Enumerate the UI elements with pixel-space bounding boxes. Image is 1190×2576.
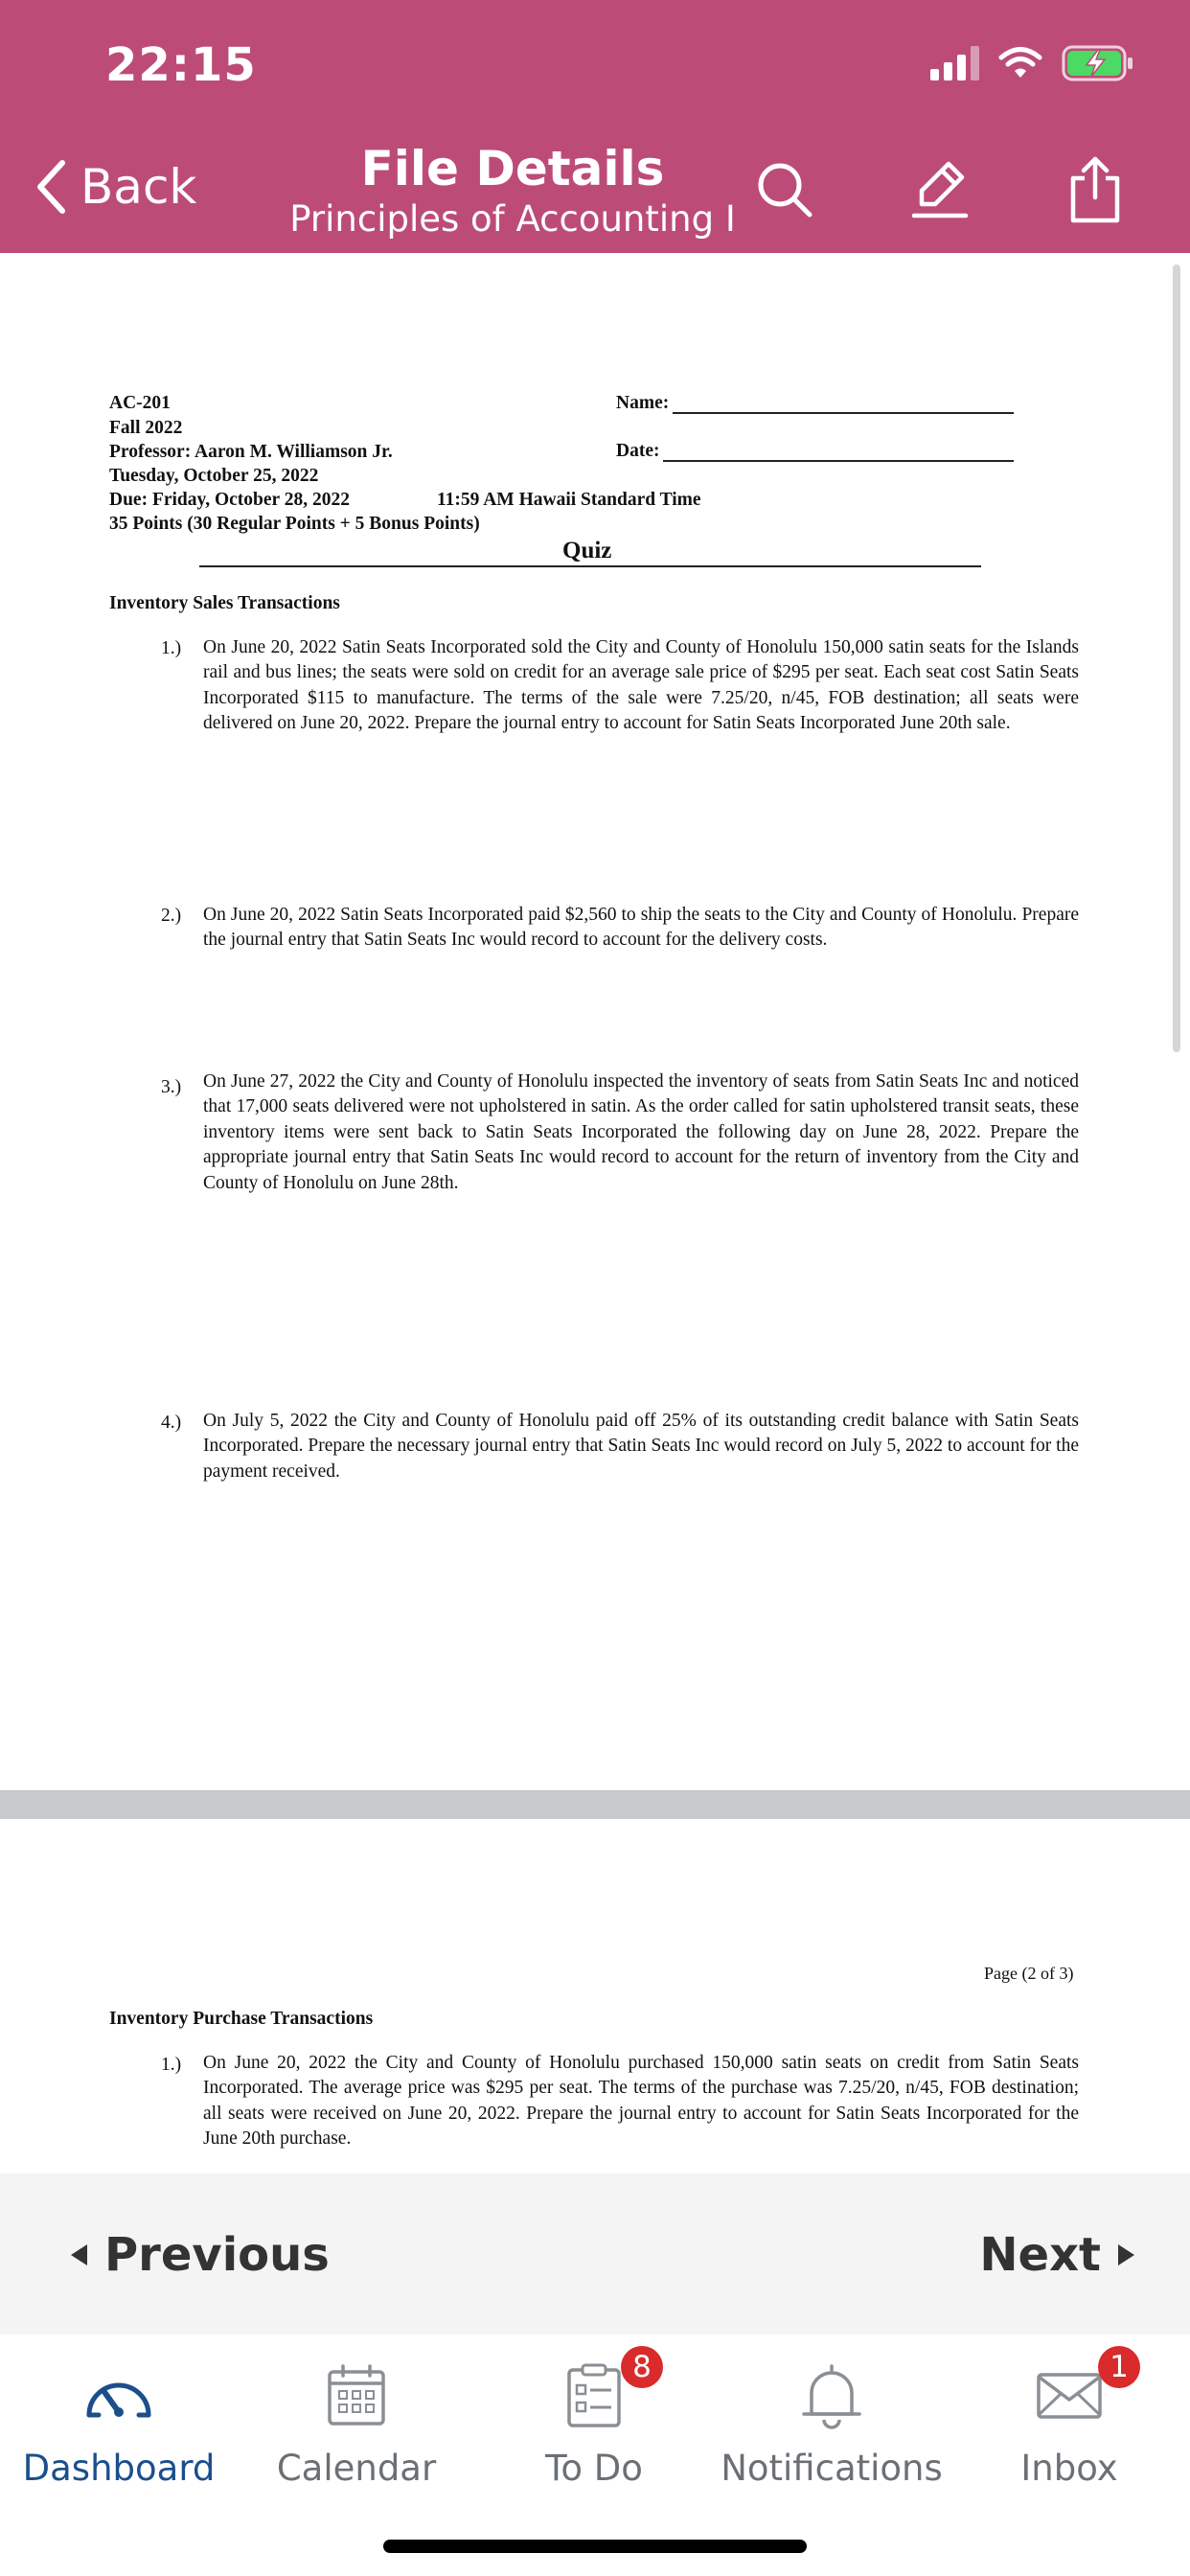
next-button[interactable] [979, 2221, 1134, 2288]
section-title-sales: Inventory Sales Transactions [109, 593, 340, 613]
page-subtitle: Principles of Accounting I [289, 198, 736, 240]
search-button[interactable] [751, 153, 818, 226]
points: 35 Points (30 Regular Points + 5 Bonus Points) [109, 514, 480, 534]
battery-charging-icon [1062, 44, 1134, 82]
question-number: 1.) [161, 638, 182, 658]
header-titles [278, 140, 747, 242]
question-number: 4.) [161, 1413, 182, 1433]
term: Fall 2022 [109, 418, 183, 438]
chevron-left-icon [34, 159, 67, 215]
quiz-date: Tuesday, October 25, 2022 [109, 466, 319, 486]
cellular-signal-icon [930, 46, 979, 80]
course-code: AC-201 [109, 393, 171, 413]
inbox-badge: 1 [1098, 2346, 1140, 2388]
next-label: Next [979, 2228, 1101, 2282]
back-button[interactable] [34, 153, 196, 220]
question-text: On June 20, 2022 the City and County of Honolulu purchased 150,000 satin seats on credit from Satin Seats Incorporated. The average price was $295 per seat. The terms of the purchase was 7.25/20, n/45, FOB destination; all seats were received on June 20, 2022. Prepare the journal entry to account for Satin Seats Incorporated for the June 20th purchase. [203, 2053, 1079, 2150]
due-date: Due: Friday, October 28, 2022 [109, 490, 350, 510]
home-indicator[interactable] [383, 2540, 807, 2553]
tab-label: Notifications [721, 2448, 943, 2489]
todo-badge: 8 [621, 2346, 663, 2388]
document-viewer[interactable] [0, 253, 1190, 2174]
previous-button[interactable] [71, 2221, 330, 2288]
question-number: 2.) [161, 906, 182, 926]
tab-inbox[interactable] [950, 2352, 1188, 2520]
page-title: File Details [360, 141, 665, 196]
tab-dashboard[interactable] [0, 2352, 238, 2520]
calendar-icon [326, 2364, 387, 2427]
dashboard-icon [81, 2369, 156, 2423]
back-label: Back [80, 159, 197, 215]
tab-todo[interactable] [475, 2352, 713, 2520]
name-label: Name: [616, 393, 670, 413]
page-separator [0, 1790, 1190, 1819]
tab-label: Inbox [1020, 2448, 1118, 2489]
question-text: On June 20, 2022 Satin Seats Incorporated sold the City and County of Honolulu 150,000 satin seats for the Islands rail and bus lines; the seats were sold on credit for an average sale price of $295 per seat. Each seat cost Satin Seats Incorporated $115 to manufacture. The terms of the sale were 7.25/20, n/45, FOB destination; all seats were delivered on June 20, 2022. Prepare the journal entry to account for Satin Seats Incorporated June 20th sale. [203, 637, 1079, 734]
quiz-title-rule [199, 565, 981, 567]
annotate-button[interactable] [906, 153, 973, 226]
status-time: 22:15 [105, 38, 257, 92]
question-number: 1.) [161, 2055, 182, 2075]
share-icon [1065, 155, 1125, 224]
todo-icon [563, 2362, 625, 2429]
page-number: Page (2 of 3) [984, 1964, 1074, 1983]
wifi-icon [998, 47, 1042, 80]
tab-label: To Do [545, 2448, 643, 2489]
tab-notifications[interactable] [713, 2352, 950, 2520]
tab-label: Calendar [276, 2448, 437, 2489]
date-line [663, 460, 1014, 462]
question-text: On July 5, 2022 the City and County of Honolulu paid off 25% of its outstanding credit balance with Satin Seats Incorporated. Prepare the necessary journal entry that Satin Seats Inc would record on July 5, 2022 to account for the payment received. [203, 1411, 1079, 1482]
search-icon [755, 160, 814, 219]
bell-icon [800, 2362, 863, 2429]
name-line [673, 412, 1014, 414]
question-number: 3.) [161, 1077, 182, 1097]
pager-bar [0, 2174, 1190, 2334]
quiz-title: Quiz [562, 538, 612, 564]
tab-calendar[interactable] [238, 2352, 475, 2520]
professor: Professor: Aaron M. Williamson Jr. [109, 442, 393, 462]
nav-header [0, 0, 1190, 253]
previous-arrow-icon [71, 2244, 87, 2266]
previous-label: Previous [104, 2228, 330, 2282]
annotate-pen-icon [910, 158, 970, 221]
question-text: On June 20, 2022 Satin Seats Incorporated paid $2,560 to ship the seats to the City and County of Honolulu. Prepare the journal entry that Satin Seats Inc would record to account for the delivery costs. [203, 905, 1079, 951]
date-label: Date: [616, 441, 660, 461]
due-time: 11:59 AM Hawaii Standard Time [437, 490, 701, 510]
status-icons [930, 42, 1134, 84]
next-arrow-icon [1118, 2244, 1134, 2266]
share-button[interactable] [1062, 153, 1129, 226]
scrollbar[interactable] [1173, 264, 1180, 1052]
inbox-icon [1036, 2371, 1103, 2421]
tab-label: Dashboard [22, 2448, 216, 2489]
question-text: On June 27, 2022 the City and County of Honolulu inspected the inventory of seats from Satin Seats Inc and noticed that 17,000 seats delivered were not upholstered in satin. As the order called for satin upholstered transit seats, these inventory items were sent back to Satin Seats Incorporated the following day on June 28, 2022. Prepare the appropriate journal entry that Satin Seats Inc would record to account for the return of inventory from the City and County of Honolulu on June 28th. [203, 1071, 1079, 1193]
section-title-purchase: Inventory Purchase Transactions [109, 2009, 374, 2029]
